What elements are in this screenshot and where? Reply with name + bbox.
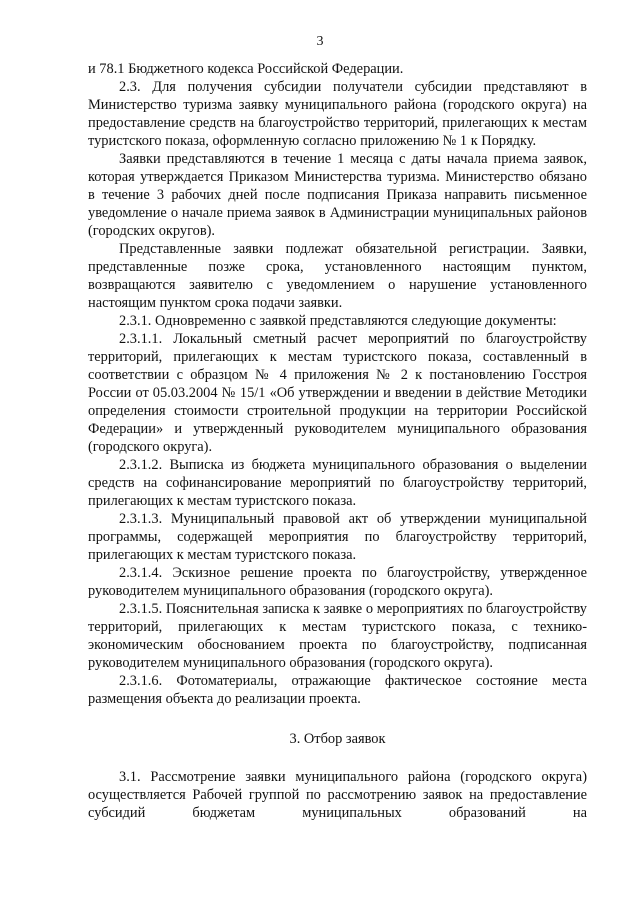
paragraph-2-3-1-2: 2.3.1.2. Выписка из бюджета муниципального образования о выделении средств на софинансирование мероприятий по благоустройству территорий, прилегающих к местам туристского показа. [88,457,587,509]
paragraph-2-3-1: 2.3.1. Одновременно с заявкой представляются следующие документы: [119,313,557,329]
paragraph-2-3-1-5: 2.3.1.5. Пояснительная записка к заявке о мероприятиях по благоустройству территорий, прилегающих к местам туристского показа, с технико-экономическим обоснованием проекта по благоустройству, подписанная руководителем муниципального образования (городского округа). [88,601,587,671]
section-heading: 3. Отбор заявок [289,731,386,747]
document-body [88,60,587,822]
paragraph-2-3-1-6: 2.3.1.6. Фотоматериалы, отражающие фактическое состояние места размещения объекта до реализации проекта. [88,673,587,707]
paragraph-continuation: и 78.1 Бюджетного кодекса Российской Федерации. [88,61,404,77]
paragraph-2-3-1-1: 2.3.1.1. Локальный сметный расчет мероприятий по благоустройству территорий, прилегающих к местам туристского показа, составленный в соответствии с образцом № 4 приложения № 2 к постановлению Госстроя России от 05.03.2004 № 15/1 «Об утверждении и введении в действие Методики определения стоимости строительной продукции на территории Российской Федерации» и утвержденный руководителем муниципального образования (городского округа). [88,331,587,455]
paragraph-2-3-1-4: 2.3.1.4. Эскизное решение проекта по благоустройству, утвержденное руководителем муниципального образования (городского округа). [88,565,587,599]
paragraph-2-3: 2.3. Для получения субсидии получатели субсидии представляют в Министерство туризма заявку муниципального района (городского округа) на предоставление средств на благоустройство территорий, прилегающих к местам туристского показа, оформленную согласно приложению № 1 к Порядку. [88,79,587,149]
paragraph-3-1: 3.1. Рассмотрение заявки муниципального района (городского округа) осуществляется Рабочей группой по рассмотрению заявок на предоставление субсидий бюджетам муниципальных образований на [88,769,587,821]
paragraph-2-3-1-3: 2.3.1.3. Муниципальный правовой акт об утверждении муниципальной программы, содержащей мероприятия по благоустройству территорий, прилегающих к местам туристского показа. [88,511,587,563]
paragraph-registration: Представленные заявки подлежат обязательной регистрации. Заявки, представленные позже срока, установленного настоящим пунктом, возвращаются заявителю с уведомлением о нарушение установленного настоящим пунктом срока подачи заявки. [88,241,587,311]
paragraph-application-period: Заявки представляются в течение 1 месяца с даты начала приема заявок, которая утверждается Приказом Министерства туризма. Министерство обязано в течение 3 рабочих дней после подписания Приказа направить письменное уведомление о начале приема заявок в Администрации муниципальных районов (городских округов). [88,151,587,239]
page-number: 3 [316,34,324,49]
